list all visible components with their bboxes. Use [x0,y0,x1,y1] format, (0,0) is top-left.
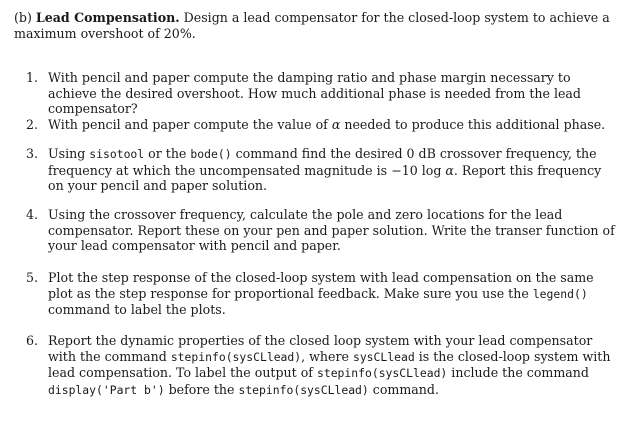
item-text-part: Using [48,146,90,161]
item-number: 4. [26,207,39,222]
item-text-part: is the closed-loop system with lead compensation. To label the output of [48,348,611,380]
item-text-part: With pencil and paper compute the value of [48,117,332,132]
list-item [26,207,616,254]
code-stepinfo: stepinfo(sysCLlead) [238,382,369,397]
item-number: 5. [26,270,39,285]
section-label: (b) [14,10,32,25]
item-text-part: Report the dynamic properties of the closed loop system with your lead compensator with the command [48,333,593,364]
item-text-part: command find the desired 0 dB crossover frequency, the frequency at which the uncompensated magnitude is −10 log [48,146,597,178]
code-bode: bode() [190,147,232,161]
item-text [48,117,616,133]
item-text [48,146,616,194]
item-text [48,333,616,398]
list-item [26,70,616,117]
code-stepinfo: stepinfo(sysCLlead) [316,366,448,380]
code-legend: legend() [532,286,588,301]
item-text-part: command to label the plots. [48,302,226,317]
alpha-symbol: α [331,117,341,132]
section-intro [14,10,622,41]
item-number: 6. [26,333,39,348]
list-item [26,117,616,133]
item-text-part: or the [144,146,191,161]
code-sisotool: sisotool [89,147,145,161]
item-text [48,270,616,318]
code-syscllead: sysCLlead [352,349,415,364]
item-number: 1. [26,70,39,85]
item-text-part: before the [164,381,239,397]
alpha-symbol: α [445,162,454,178]
item-text-part: Plot the step response of the closed-loop system with lead compensation on the same plot as the step response for proportional feedback. Make sure you use the [48,270,594,301]
item-text-part: . Report this frequency on your pencil and paper solution. [48,162,602,193]
item-text-part: command. [368,381,439,397]
item-text-part: needed to produce this additional phase. [340,117,606,132]
item-number: 2. [26,117,39,132]
item-text: Using the crossover frequency, calculate the pole and zero locations for the lead compensator. Report these on your pen and paper solution. Write the transer function of your lead compensator with pencil and paper. [48,207,615,253]
list-item [26,146,616,194]
item-number: 3. [26,146,39,161]
list-item [26,333,616,398]
code-stepinfo: stepinfo(sysCLlead) [170,349,302,364]
section-intro-text: Design a lead compensator for the closed-loop system to achieve a maximum overshoot of 20%. [14,10,610,41]
section-title: Lead Compensation. [35,10,180,25]
item-text: With pencil and paper compute the damping ratio and phase margin necessary to achieve the desired overshoot. How much additional phase is needed from the lead compensator? [48,70,581,116]
code-display: display('Part b') [48,382,165,397]
item-text-part: , where [301,348,353,364]
item-text-part: include the command [447,365,589,380]
list-item [26,270,616,318]
